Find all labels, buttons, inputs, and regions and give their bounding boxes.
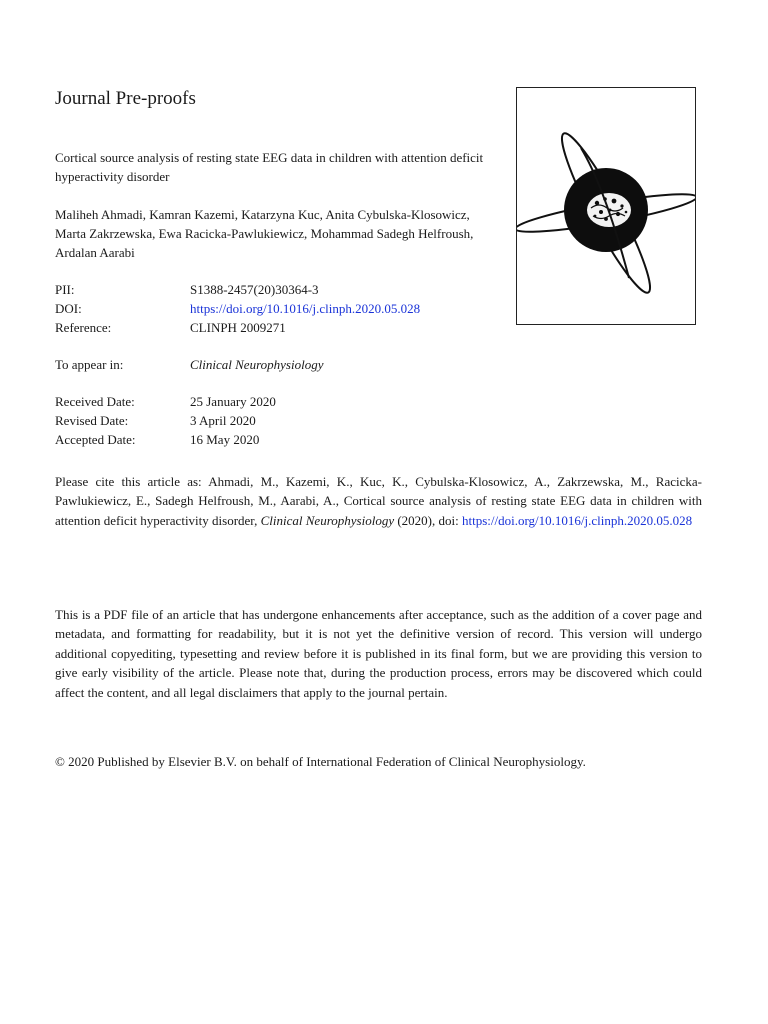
received-value: 25 January 2020 [190,394,276,409]
received-row [55,392,276,411]
revised-label: Revised Date: [55,413,129,428]
journal-cover-logo-icon [517,88,695,324]
appear-journal: Clinical Neurophysiology [190,357,324,372]
doi-link[interactable]: https://doi.org/10.1016/j.clinph.2020.05.028 [190,301,421,316]
pii-value: S1388-2457(20)30364-3 [190,282,319,297]
citation-paragraph [55,472,702,530]
doi-row [55,299,420,318]
citation-doi-link[interactable]: https://doi.org/10.1016/j.clinph.2020.05.028 [461,512,693,528]
accepted-value: 16 May 2020 [190,432,260,447]
citation-prefix: Please cite this article as: Ahmadi, M., Kazemi, K., Kuc, K., Cybulska-Klosowicz, A., Zakrzewska, M., Racicka-Pawlukiewicz, E., Sadegh Helfroush, M., Aarabi, A., Cortical source analysis of resting state EEG data in children with attention deficit hyperactivity disorder, [55,474,702,528]
revised-value: 3 April 2020 [190,413,256,428]
pii-label: PII: [55,282,75,297]
received-label: Received Date: [55,394,135,409]
pdf-note-paragraph: This is a PDF file of an article that has undergone enhancements after acceptance, such as the addition of a cover page and metadata, and formatting for readability, but it is not yet the definitive version of record. This version will undergo additional copyediting, typesetting and review before it is published in its final form, but we are providing this version to give early visibility of the article. Please note that, during the production process, errors may be discovered which could affect the content, and all legal disclaimers that apply to the journal pertain. [55,607,702,700]
appear-label: To appear in: [55,357,124,372]
reference-value: CLINPH 2009271 [190,320,286,335]
pii-row [55,280,420,299]
doi-label: DOI: [55,301,82,316]
appear-row [55,355,323,374]
journal-cover-image [516,87,696,325]
revised-row [55,411,276,430]
citation-journal: Clinical Neurophysiology [260,512,395,528]
copyright-notice: © 2020 Published by Elsevier B.V. on behalf of International Federation of Clinical Neurophysiology. [55,754,586,769]
reference-row [55,318,420,337]
citation-middle: (2020), doi: [394,512,462,528]
page-heading: Journal Pre-proofs [55,88,196,109]
accepted-row [55,430,276,449]
reference-label: Reference: [55,320,112,335]
accepted-label: Accepted Date: [55,432,136,447]
article-authors: Maliheh Ahmadi, Kamran Kazemi, Katarzyna Kuc, Anita Cybulska-Klosowicz, Marta Zakrzewska, Ewa Racicka-Pawlukiewicz, Mohammad Sadegh Helfroush, Ardalan Aarabi [55,207,474,260]
article-title: Cortical source analysis of resting state EEG data in children with attention deficit hyperactivity disorder [55,150,484,184]
appear-block [55,355,323,374]
identifiers-block [55,280,420,337]
dates-block [55,392,276,449]
